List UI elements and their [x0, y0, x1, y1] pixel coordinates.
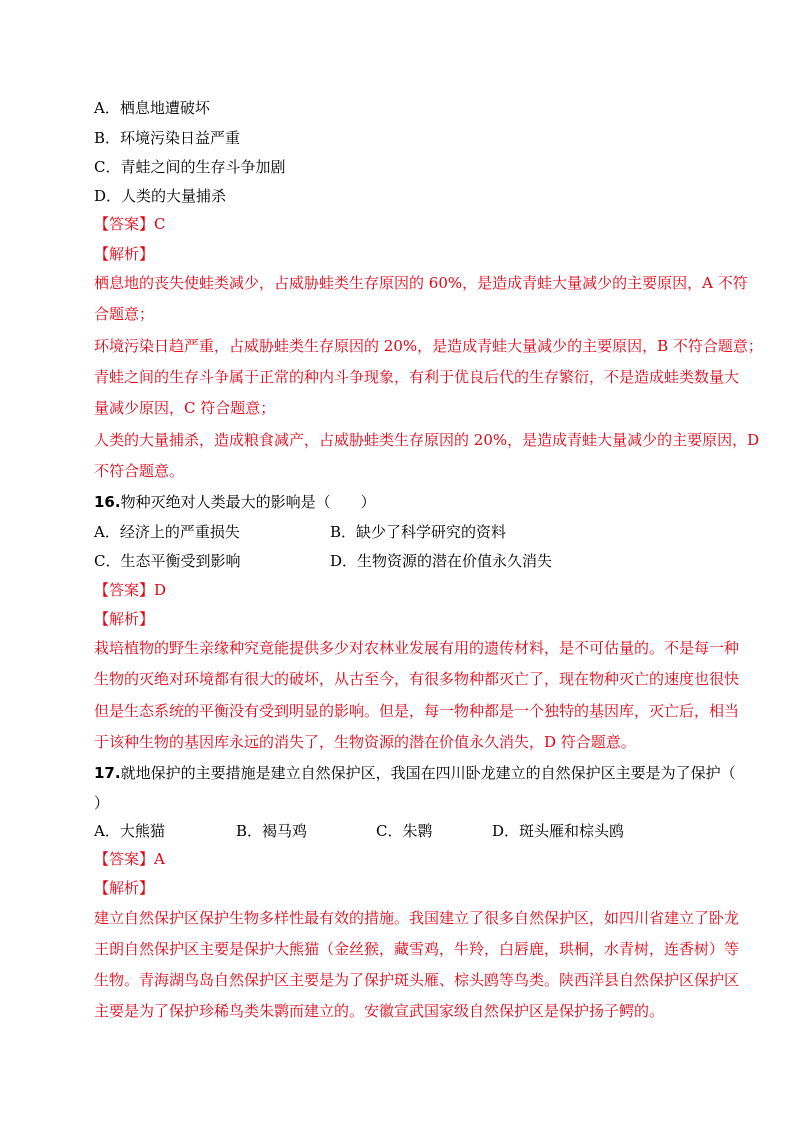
q15-option-b: B．环境污染日益严重: [94, 129, 241, 147]
q16-number: 16.: [94, 493, 121, 511]
q15-analysis-line: 青蛙之间的生存斗争属于正常的种内斗争现象，有利于优良后代的生存繁衍，不是造成蛙类数量大: [94, 368, 740, 386]
q16-option-a: A．经济上的严重损失: [94, 523, 240, 541]
q16-stem-row: [94, 492, 376, 512]
q17-option-a: A．大熊猫: [94, 822, 165, 840]
q16-analysis-line: 生物的灭绝对环境都有很大的破坏，从古至今，有很多物种都灭亡了，现在物种灭亡的速度也很快: [94, 670, 740, 688]
q15-option-a: A．栖息地遭破坏: [94, 99, 210, 117]
q17-analysis-line: 王朗自然保护区主要是保护大熊猫（金丝猴，藏雪鸡，牛羚，白唇鹿，珙桐，水青树，连香树）等: [94, 940, 740, 958]
q17-option-c: C．朱鹮: [376, 822, 433, 840]
q16-analysis-line: 栽培植物的野生亲缘种究竟能提供多少对农林业发展有用的遗传材料，是不可估量的。不是每一种: [94, 639, 740, 657]
q17-analysis-label: 【解析】: [94, 879, 155, 897]
q16-stem: 物种灭绝对人类最大的影响是（ ）: [120, 493, 376, 511]
q15-analysis-line: 量减少原因，C 符合题意；: [94, 399, 276, 417]
q17-analysis-line: 生物。青海湖鸟岛自然保护区主要是为了保护斑头雁、棕头鸥等鸟类。陕西洋县自然保护区保护区: [94, 971, 740, 989]
q15-option-d: D．人类的大量捕杀: [94, 187, 227, 205]
q15-analysis-line: 不符合题意。: [94, 462, 185, 480]
q16-analysis-line: 但是生态系统的平衡没有受到明显的影响。但是，每一物种都是一个独特的基因库，灭亡后，相当: [94, 702, 740, 720]
q17-stem-row: [94, 763, 736, 783]
q16-analysis-line: 于该种生物的基因库永远的消失了，生物资源的潜在价值永久消失，D 符合题意。: [94, 733, 636, 751]
q17-answer: 【答案】A: [94, 850, 165, 868]
q15-option-c: C．青蛙之间的生存斗争加剧: [94, 158, 286, 176]
q17-number: 17.: [94, 764, 121, 782]
q15-analysis-line: 环境污染日趋严重，占威胁蛙类生存原因的 20%，是造成青蛙大量减少的主要原因，B 不符合题意；: [94, 337, 763, 355]
q17-analysis-line: 主要是为了保护珍稀鸟类朱鹮而建立的。安徽宣武国家级自然保护区是保护扬子鳄的。: [94, 1002, 665, 1020]
q15-analysis-line: 栖息地的丧失使蛙类减少，占威胁蛙类生存原因的 60%，是造成青蛙大量减少的主要原因，A 不符: [94, 274, 748, 292]
q15-answer: 【答案】C: [94, 215, 166, 233]
q16-answer: 【答案】D: [94, 581, 167, 599]
q16-option-b: B．缺少了科学研究的资料: [330, 523, 507, 541]
q15-analysis-line: 人类的大量捕杀，造成粮食减产，占威胁蛙类生存原因的 20%，是造成青蛙大量减少的主要原因，D: [94, 431, 760, 449]
q16-option-c: C．生态平衡受到影响: [94, 552, 241, 570]
q16-option-d: D．生物资源的潜在价值永久消失: [330, 552, 553, 570]
q15-analysis-line: 合题意；: [94, 305, 155, 323]
q17-stem-continued: ）: [94, 794, 110, 812]
q17-analysis-line: 建立自然保护区保护生物多样性最有效的措施。我国建立了很多自然保护区，如四川省建立了卧龙: [94, 909, 740, 927]
q17-stem: 就地保护的主要措施是建立自然保护区，我国在四川卧龙建立的自然保护区主要是为了保护（: [120, 764, 736, 782]
q15-analysis-label: 【解析】: [94, 245, 155, 263]
q17-option-b: B．褐马鸡: [236, 822, 308, 840]
q16-analysis-label: 【解析】: [94, 610, 155, 628]
q17-option-d: D．斑头雁和棕头鸥: [492, 822, 625, 840]
